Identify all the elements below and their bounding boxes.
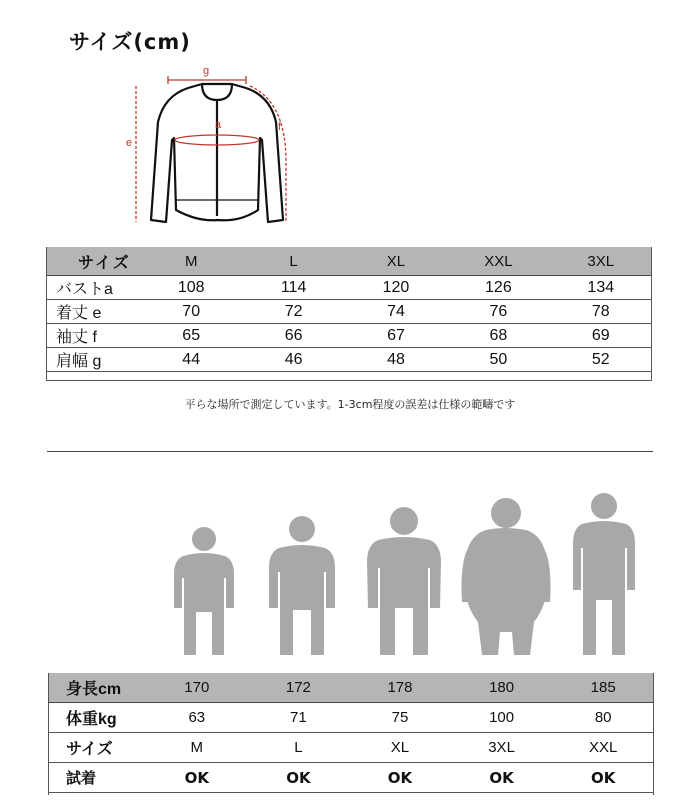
fit-table: [48, 673, 654, 793]
table-cell: 170: [146, 673, 248, 703]
jacket-diagram: [118, 62, 308, 237]
table-cell: 114: [242, 276, 344, 300]
jacket-collar: [202, 84, 232, 100]
table-cell: 100: [451, 703, 553, 733]
table-cell: 126: [447, 276, 549, 300]
table-cell: 108: [140, 276, 242, 300]
size-col-3xl: 3XL: [550, 247, 652, 276]
table-cell: 63: [146, 703, 248, 733]
table-row: [48, 703, 654, 733]
table-cell: OK: [146, 763, 248, 793]
row-label: 着丈 e: [46, 300, 140, 324]
table-cell: XXL: [552, 733, 654, 763]
label-a: a: [215, 119, 222, 131]
label-f: f: [278, 121, 282, 133]
table-row: [48, 763, 654, 793]
row-label: 袖丈 f: [46, 324, 140, 348]
row-label: サイズ: [48, 733, 146, 763]
table-cell: 172: [248, 673, 350, 703]
row-label: バストa: [46, 276, 140, 300]
table-cell: 185: [552, 673, 654, 703]
size-col-xxl: XXL: [447, 247, 549, 276]
table-cell: L: [248, 733, 350, 763]
body-figure-m-icon: [174, 527, 234, 655]
table-cell: 76: [447, 300, 549, 324]
body-figure-l-icon: [269, 516, 335, 655]
table-cell: 120: [345, 276, 447, 300]
table-cell: 78: [550, 300, 652, 324]
size-header-label: サイズ: [46, 247, 140, 276]
label-g: g: [203, 65, 210, 77]
table-cell: 48: [345, 348, 447, 372]
table-cell: 67: [345, 324, 447, 348]
page-title: サイズ(cm): [69, 30, 191, 54]
table-row: [46, 300, 652, 324]
table-cell: 68: [447, 324, 549, 348]
table-cell: 52: [550, 348, 652, 372]
table-cell: OK: [451, 763, 553, 793]
table-cell: 65: [140, 324, 242, 348]
table-cell: 44: [140, 348, 242, 372]
size-col-m: M: [140, 247, 242, 276]
table-cell: 75: [349, 703, 451, 733]
table-row: [48, 673, 654, 703]
table-cell: 46: [242, 348, 344, 372]
table-cell: 70: [140, 300, 242, 324]
body-figure-3xl-icon: [462, 498, 551, 655]
size-table: [46, 247, 652, 372]
table-cell: OK: [248, 763, 350, 793]
table-cell: OK: [349, 763, 451, 793]
size-col-l: L: [242, 247, 344, 276]
row-label: 体重kg: [48, 703, 146, 733]
table-cell: 74: [345, 300, 447, 324]
table-cell: OK: [552, 763, 654, 793]
row-label: 試着: [48, 763, 146, 793]
table-row: [46, 348, 652, 372]
size-col-xl: XL: [345, 247, 447, 276]
table-row: [46, 324, 652, 348]
table-cell: 180: [451, 673, 553, 703]
table-cell: 3XL: [451, 733, 553, 763]
table-cell: XL: [349, 733, 451, 763]
section-divider: [47, 451, 653, 452]
table-cell: 50: [447, 348, 549, 372]
table-row: [48, 733, 654, 763]
table-cell: 69: [550, 324, 652, 348]
label-e: e: [126, 137, 133, 149]
measurement-note: 平らな場所で測定しています。1-3cm程度の誤差は仕様の範疇です: [184, 398, 516, 411]
table-cell: 71: [248, 703, 350, 733]
table-cell: 80: [552, 703, 654, 733]
row-label: 肩幅 g: [46, 348, 140, 372]
table-cell: M: [146, 733, 248, 763]
body-figures: [0, 490, 700, 665]
size-table-header: [46, 247, 652, 276]
body-figure-xxl-icon: [573, 493, 635, 655]
body-figure-xl-icon: [367, 507, 441, 655]
table-cell: 178: [349, 673, 451, 703]
row-label: 身長cm: [48, 673, 146, 703]
table-cell: 66: [242, 324, 344, 348]
table-row: [46, 276, 652, 300]
table-cell: 134: [550, 276, 652, 300]
table-cell: 72: [242, 300, 344, 324]
